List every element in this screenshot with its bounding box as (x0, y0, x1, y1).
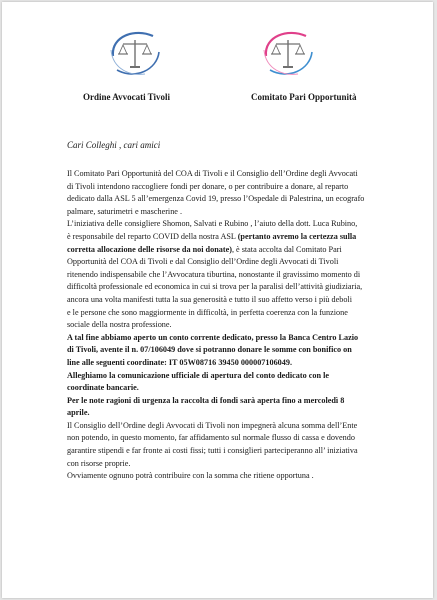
left-org-title: Ordine Avvocati Tivoli (83, 92, 171, 102)
body-line: aprile. (67, 408, 90, 418)
body-line: di Tivoli intendono raccogliere fondi per donare, o per contribuire a donare, al reparto (67, 181, 349, 191)
body-line: Per le note ragioni di urgenza la raccolta di fondi sarà aperta fino a mercoledì 8 (67, 395, 345, 405)
body-text-bold: corretta allocazione delle risorse da noi donate) (67, 244, 232, 254)
body-line: ancora una volta manifesti tutta la sua generosità e tutto il suo affetto verso i più deboli (67, 294, 352, 304)
body-text-normal: , è stata accolta dal Comitato Pari (231, 244, 342, 254)
scales-of-justice-icon (105, 26, 165, 80)
body-line: coordinate bancarie. (67, 383, 139, 393)
paragraph-initiative (67, 218, 385, 331)
letter-page (2, 2, 433, 598)
body-line: Il Consiglio dell’Ordine degli Avvocati di Tivoli non impegnerà alcuna somma dell’Ente (67, 420, 358, 430)
body-line (67, 231, 385, 244)
body-line: L’iniziativa delle consigliere Shomon, Salvati e Rubino , l’aiuto della dott. Luca Rubino, (67, 219, 358, 229)
body-line: Il Comitato Pari Opportunità del COA di Tivoli e il Consiglio dell’Ordine degli Avvocati (67, 169, 358, 178)
paragraph-fundraising-intro (67, 168, 385, 218)
body-line: line alle seguenti coordinate: IT 05W08716 39450 000007106049. (67, 357, 293, 367)
paragraph-deadline (67, 395, 385, 420)
scales-of-justice-icon (258, 26, 318, 80)
body-line: garantire stipendi e far fronte ai costi fissi; tutti i consiglieri parteciperanno all’ iniziativa (67, 446, 358, 456)
paragraph-bank-account (67, 332, 385, 370)
paragraph-attachment (67, 370, 385, 395)
body-line: con risorse proprie. (67, 458, 131, 468)
greeting: Cari Colleghi , cari amici (67, 140, 161, 150)
body-line: sociale della nostra professione. (67, 320, 172, 330)
body-line: palmare, saturimetri e mascherine . (67, 206, 183, 216)
letter-body (67, 168, 385, 483)
body-line: Alleghiamo la comunicazione ufficiale di apertura del conto dedicato con le (67, 370, 329, 380)
body-line: difficoltà professionale ed economica in cui si trova per la paralisi dell’attività giudiziaria, (67, 282, 363, 292)
body-line: A tal fine abbiamo aperto un conto corrente dedicato, presso la Banca Centro Lazio (67, 332, 359, 342)
body-line: di Tivoli, avente il n. 07/106049 dove si potranno donare le somme con bonifico on (67, 345, 352, 355)
body-line: dedicato dalla ASL 5 all’emergenza Covid 19, presso l’Ospedale di Palestrina, un ecografo (67, 194, 365, 204)
body-line: non potendo, in questo momento, far affidamento sul normale flusso di cassa e dovendo (67, 433, 355, 443)
body-line: Opportunità del COA di Tivoli e dal Consiglio dell’Ordine degli Avvocati di Tivoli (67, 257, 339, 267)
right-org-title: Comitato Pari Opportunità (251, 92, 357, 102)
body-text-bold: (pertanto avremo la certezza sulla (237, 231, 357, 241)
body-text-normal: è responsabile del reparto COVID della nostra ASL (67, 231, 238, 241)
body-line: ritenendo indispensabile che l’Avvocatura tiburtina, nonostante il gravissimo momento di (67, 269, 361, 279)
body-line (67, 244, 385, 257)
body-line: e le persone che sono maggiormente in difficoltà, in perfetta coerenza con la funzione (67, 307, 348, 317)
body-line: Ovviamente ognuno potrà contribuire con la somma che ritiene opportuna . (67, 471, 314, 481)
paragraph-closing (67, 470, 385, 483)
paragraph-council-funds (67, 420, 385, 470)
